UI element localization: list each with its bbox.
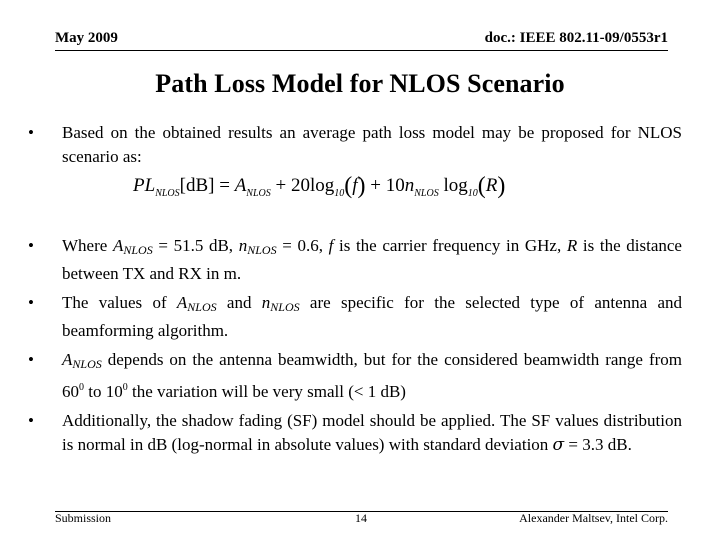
var-r: R	[566, 235, 578, 255]
bullet-item-2	[26, 234, 682, 286]
bullet-item-3	[26, 291, 682, 343]
bullet-text: Additionally, the shadow fading (SF) model should be applied. The SF values distribution is normal in dB (log-normal in absolute values) with standard deviation	[62, 410, 682, 454]
degree-superscript: 0	[79, 381, 84, 393]
formula-pl: PL	[133, 175, 156, 196]
bullet-list	[26, 121, 682, 457]
formula-n-sub: NLOS	[414, 187, 439, 199]
formula-base-10-a: 10	[334, 187, 345, 199]
formula-a-sub: NLOS	[246, 187, 271, 199]
formula-log: log	[438, 175, 468, 196]
bullet-dot-icon: •	[28, 123, 34, 142]
bullet-text: = 0.6,	[276, 235, 329, 255]
bullet-text: are specific for the selected type of antenna and beamforming algorithm.	[62, 292, 683, 340]
sigma-symbol: σ	[552, 434, 565, 455]
formula-db: [dB] =	[179, 175, 235, 196]
var-a-sub: NLOS	[123, 242, 153, 257]
bullet-dot-icon: •	[28, 410, 34, 430]
var-n: n	[238, 235, 248, 255]
formula-plus10: + 10	[365, 175, 405, 196]
bullet-dot-icon: •	[28, 292, 34, 312]
header-divider	[55, 50, 668, 51]
var-a: A	[176, 292, 188, 312]
bullet-text: is the carrier frequency in GHz,	[333, 235, 567, 255]
bullet-text: is the distance between TX and RX in m.	[62, 235, 682, 283]
bullet-text: = 3.3 dB.	[564, 434, 632, 454]
var-a-sub: NLOS	[72, 356, 102, 371]
degree-superscript: 0	[122, 381, 128, 393]
slide-title: Path Loss Model for NLOS Scenario	[155, 69, 565, 98]
bullet-dot-icon: •	[28, 235, 34, 255]
var-f: f	[328, 235, 334, 255]
var-n-sub: NLOS	[247, 242, 277, 257]
bullet-item-5	[26, 409, 682, 457]
formula-plus20: + 20log	[270, 175, 335, 196]
bullet-text: the variation will be very small (< 1 dB)	[127, 381, 406, 401]
header-date: May 2009	[55, 30, 118, 46]
bullet-text: = 51.5 dB,	[152, 235, 239, 255]
var-a: A	[62, 349, 73, 369]
bullet-text: Based on the obtained results an average path loss model may be proposed for NLOS scenario as:	[62, 123, 682, 166]
var-n: n	[261, 292, 271, 312]
bullet-text: The values of	[62, 292, 177, 312]
path-loss-formula: $PL_{NLOS}[dB] = A_{NLOS} + 20\log_{10}(f) + 10n_{NLOS}$ $\log_{10}(R)$	[133, 173, 506, 199]
var-n-sub: NLOS	[270, 299, 300, 314]
formula-n: n	[404, 175, 415, 196]
formula-base-10-b: 10	[467, 187, 478, 199]
bullet-item-4	[26, 348, 682, 404]
footer-page-number: 14	[355, 511, 367, 525]
bullet-item-1	[26, 121, 682, 169]
var-a: A	[112, 235, 124, 255]
var-a-sub: NLOS	[187, 299, 217, 314]
bullet-text: depends on the antenna beamwidth, but for the considered beamwidth range from 60	[62, 349, 682, 401]
formula-f: f	[352, 175, 358, 196]
bullet-text: to 10	[84, 381, 123, 401]
bullet-dot-icon: •	[28, 349, 34, 369]
footer-submission: Submission	[55, 511, 112, 525]
footer-author: Alexander Maltsev, Intel Corp.	[519, 511, 668, 525]
formula-r: R	[485, 175, 498, 196]
bullet-text: Where	[62, 235, 113, 255]
header-doc-id: doc.: IEEE 802.11-09/0553r1	[484, 30, 668, 46]
formula-a: A	[234, 175, 247, 196]
formula-pl-sub: NLOS	[155, 187, 180, 199]
bullet-text: and	[216, 292, 262, 312]
